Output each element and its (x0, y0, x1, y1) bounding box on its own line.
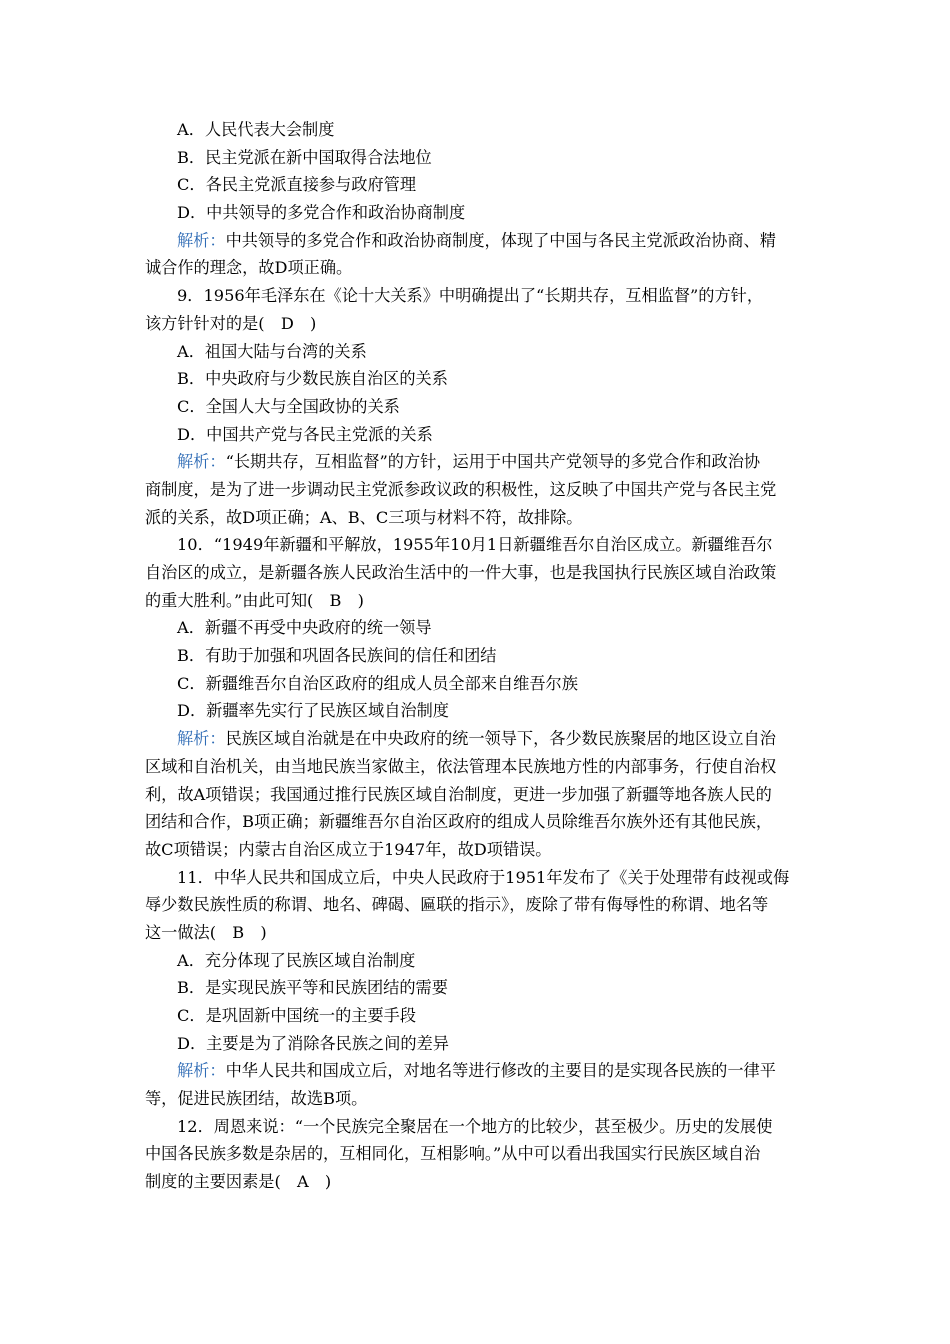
q8-option-c: C．各民主党派直接参与政府管理 (177, 175, 417, 195)
q10-option-c: C．新疆维吾尔自治区政府的组成人员全部来自维吾尔族 (177, 673, 578, 693)
q12-stem-line-1: 12．周恩来说：“一个民族完全聚居在一个地方的比较少，甚至极少。历史的发展使 (177, 1116, 773, 1136)
q8-analysis-line-2: 诚合作的理念，故D项正确。 (145, 258, 353, 278)
q11-option-c: C．是巩固新中国统一的主要手段 (177, 1006, 417, 1025)
q10-stem-line-2: 自治区的成立，是新疆各族人民政治生活中的一件大事，也是我国执行民族区域自治政策 (145, 563, 777, 582)
q10-stem-line-1: 10．“1949年新疆和平解放，1955年10月1日新疆维吾尔自治区成立。新疆维吾尔 (177, 535, 773, 555)
q11-option-a: A．充分体现了民族区域自治制度 (177, 950, 416, 970)
q12-stem-line-2: 中国各民族多数是杂居的，互相同化，互相影响。”从中可以看出我国实行民族区域自治 (145, 1144, 761, 1164)
q11-stem-line-3: 这一做法( B ) (145, 922, 267, 942)
q10-analysis-line-5: 故C项错误；内蒙古自治区成立于1947年，故D项错误。 (145, 839, 552, 859)
question-10 (145, 531, 807, 863)
q9-analysis-line-3: 派的关系，故D项正确；A、B、C三项与材料不符，故排除。 (145, 507, 583, 527)
document-page (145, 116, 807, 1196)
q8-analysis-label: 解析： (177, 230, 226, 250)
q10-option-b: B．有助于加强和巩固各民族间的信任和团结 (177, 646, 497, 666)
q9-analysis-label: 解析： (177, 452, 226, 472)
q8-option-a: A．人民代表大会制度 (177, 120, 335, 139)
q10-analysis-line-3: 利，故A项错误；我国通过推行民族区域自治制度，更进一步加强了新疆等地各族人民的 (145, 784, 772, 804)
q9-analysis-line-1: 解析：“长期共存，互相监督”的方针，运用于中国共产党领导的多党合作和政治协 (177, 452, 761, 472)
q11-analysis-line-1: 解析：中华人民共和国成立后，对地名等进行修改的主要目的是实现各民族的一律平 (177, 1061, 776, 1081)
q10-analysis-line-1: 解析：民族区域自治就是在中央政府的统一领导下，各少数民族聚居的地区设立自治 (177, 729, 776, 749)
q10-stem-line-3: 的重大胜利。”由此可知( B ) (145, 590, 364, 610)
q10-analysis-label: 解析： (177, 729, 226, 749)
q11-analysis-label: 解析： (177, 1061, 226, 1081)
q11-analysis-line-2: 等，促进民族团结，故选B项。 (145, 1089, 368, 1109)
q9-option-a: A．祖国大陆与台湾的关系 (177, 341, 367, 361)
question-9 (145, 282, 807, 531)
q8-option-b: B．民主党派在新中国取得合法地位 (177, 147, 432, 167)
q9-option-b: B．中央政府与少数民族自治区的关系 (177, 369, 448, 389)
q9-option-c: C．全国人大与全国政协的关系 (177, 396, 400, 416)
q11-stem-line-2: 辱少数民族性质的称谓、地名、碑碣、匾联的指示》，废除了带有侮辱性的称谓、地名等 (145, 895, 769, 915)
q11-option-d: D．主要是为了消除各民族之间的差异 (177, 1033, 449, 1053)
q10-option-a: A．新疆不再受中央政府的统一领导 (177, 618, 432, 638)
q12-stem-line-3: 制度的主要因素是( A ) (145, 1172, 332, 1192)
q8-analysis-line-1: 解析：中共领导的多党合作和政治协商制度，体现了中国与各民主党派政治协商、精 (177, 230, 776, 250)
question-11 (145, 864, 807, 1113)
q9-stem-line-2: 该方针针对的是( D ) (145, 313, 317, 333)
question-8 (145, 116, 807, 282)
q9-option-d: D．中国共产党与各民主党派的关系 (177, 424, 433, 444)
q10-option-d: D．新疆率先实行了民族区域自治制度 (177, 701, 449, 721)
q9-stem-line-1: 9．1956年毛泽东在《论十大关系》中明确提出了“长期共存，互相监督”的方针， (177, 286, 764, 306)
q10-analysis-line-4: 团结和合作，B项正确；新疆维吾尔自治区政府的组成人员除维吾尔族外还有其他民族， (145, 812, 773, 832)
q11-option-b: B．是实现民族平等和民族团结的需要 (177, 978, 448, 998)
q10-analysis-line-2: 区域和自治机关，由当地民族当家做主，依法管理本民族地方性的内部事务，行使自治权 (145, 756, 777, 776)
q9-analysis-line-2: 商制度，是为了进一步调动民主党派参政议政的积极性，这反映了中国共产党与各民主党 (145, 479, 777, 499)
q11-stem-line-1: 11．中华人民共和国成立后，中央人民政府于1951年发布了《关于处理带有歧视或侮 (177, 867, 790, 887)
question-12 (145, 1113, 807, 1196)
q8-option-d: D．中共领导的多党合作和政治协商制度 (177, 203, 466, 223)
